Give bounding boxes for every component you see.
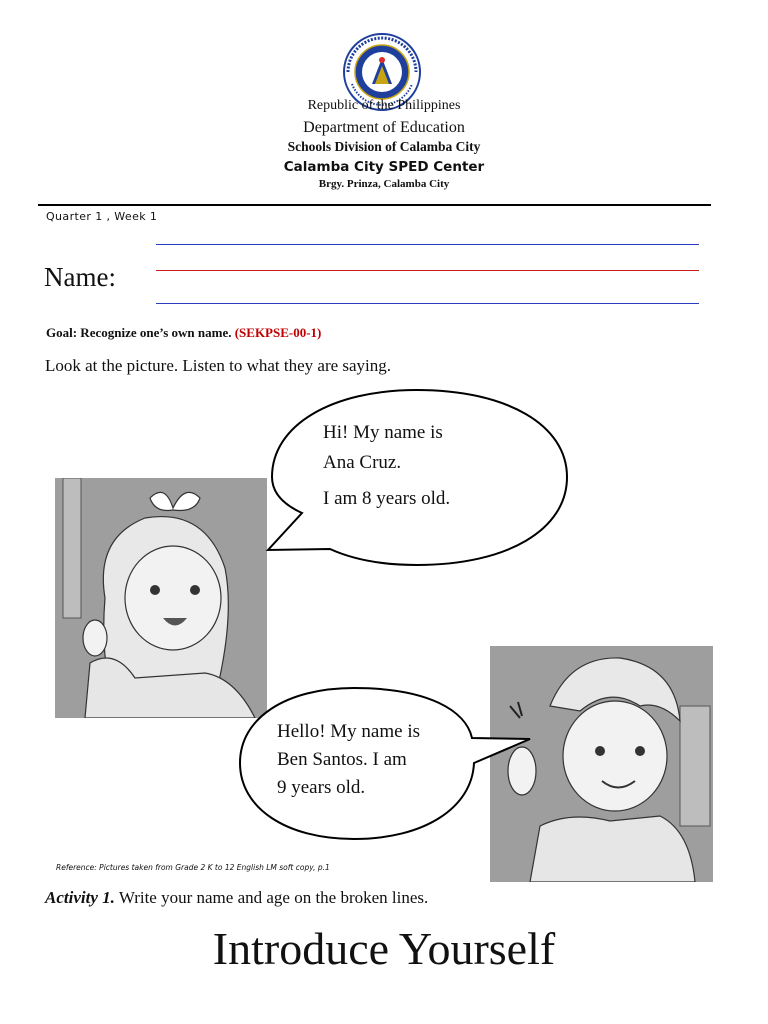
name-line-top[interactable] bbox=[156, 244, 699, 245]
header-republic: Republic of the Philippines bbox=[307, 98, 461, 113]
goal-statement bbox=[46, 325, 321, 341]
quarter-week-label: Quarter 1 , Week 1 bbox=[46, 210, 158, 223]
instruction-text: Look at the picture. Listen to what they are saying. bbox=[45, 356, 392, 375]
header-divider bbox=[38, 204, 711, 206]
header-school: Calamba City SPED Center bbox=[283, 159, 485, 175]
goal-code: (SEKPSE-00-1) bbox=[234, 325, 322, 340]
activity-instruction bbox=[45, 888, 428, 908]
header-address: Brgy. Prinza, Calamba City bbox=[318, 178, 450, 190]
bubble-ana-line3: I am 8 years old. bbox=[323, 488, 451, 509]
girl-picture bbox=[55, 478, 267, 718]
bubble-ben-line1: Hello! My name is bbox=[277, 721, 421, 742]
name-line-bottom[interactable] bbox=[156, 303, 699, 304]
activity-label: Activity 1. bbox=[45, 888, 115, 907]
header-department: Department of Education bbox=[303, 119, 465, 136]
bubble-ana-line2: Ana Cruz. bbox=[323, 452, 402, 473]
name-label: Name: bbox=[44, 262, 116, 292]
bubble-ben-line2: Ben Santos. I am bbox=[277, 749, 407, 770]
bubble-ana-line1: Hi! My name is bbox=[323, 422, 443, 443]
activity-text: Write your name and age on the broken lines. bbox=[118, 888, 429, 907]
reference-note: Reference: Pictures taken from Grade 2 K to 12 English LM soft copy, p.1 bbox=[56, 863, 330, 872]
header-division: Schools Division of Calamba City bbox=[287, 139, 481, 154]
bubble-ben-line3: 9 years old. bbox=[277, 777, 366, 798]
goal-text: Goal: Recognize one’s own name. bbox=[46, 325, 232, 340]
name-line-middle[interactable] bbox=[156, 270, 699, 271]
page-title: Introduce Yourself bbox=[212, 923, 556, 974]
speech-bubble-ana bbox=[262, 385, 572, 575]
